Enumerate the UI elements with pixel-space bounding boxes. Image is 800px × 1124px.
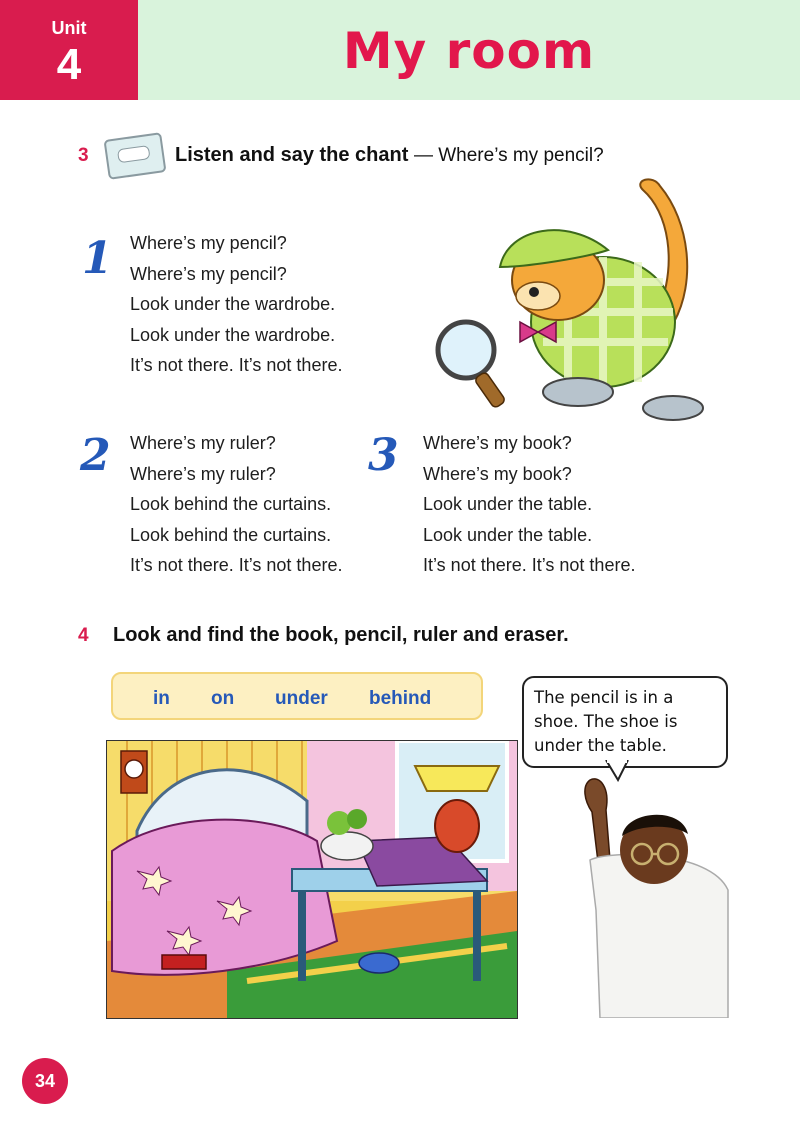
- header-band: [138, 0, 800, 100]
- word-in: in: [153, 688, 170, 709]
- verse-line: Where’s my pencil?: [130, 263, 287, 284]
- section-4-number: 4: [78, 625, 89, 646]
- verse-line: Where’s my ruler?: [130, 463, 276, 484]
- page-title: My room: [342, 22, 596, 80]
- verse-2-number: 2: [80, 430, 111, 481]
- verse-1: [130, 228, 342, 381]
- unit-number: 4: [56, 40, 82, 89]
- section-3-number: 3: [78, 145, 89, 166]
- speech-bubble: [522, 676, 728, 768]
- boy-pointing-illustration: [570, 770, 730, 1018]
- verse-line: It’s not there. It’s not there.: [423, 555, 636, 575]
- verse-line: Where’s my ruler?: [130, 433, 276, 453]
- page-number: 34: [22, 1058, 68, 1104]
- section-3-heading: [175, 144, 604, 167]
- verse-line: It’s not there. It’s not there.: [130, 355, 343, 375]
- verse-3-number: 3: [368, 430, 399, 481]
- speech-bubble-text: The pencil is in a shoe. The shoe is under the table.: [534, 688, 678, 755]
- section-3-subtitle: — Where’s my pencil?: [413, 145, 604, 166]
- word-under: under: [275, 688, 328, 709]
- verse-line: Where’s my book?: [423, 433, 572, 453]
- unit-label: Unit: [51, 18, 87, 38]
- verse-2: [130, 428, 342, 581]
- verse-line: Look under the table.: [423, 494, 593, 514]
- verse-line: Look under the wardrobe.: [130, 294, 336, 314]
- cassette-icon: [103, 132, 166, 180]
- verse-line: Look under the wardrobe.: [130, 324, 336, 345]
- verse-line: Where’s my pencil?: [130, 233, 287, 253]
- section-4-instruction: Look and find the book, pencil, ruler and eraser.: [113, 624, 569, 646]
- section-3-instruction: Listen and say the chant: [175, 144, 409, 166]
- verse-line: Where’s my book?: [423, 463, 572, 484]
- unit-badge: [0, 0, 138, 100]
- verse-line: Look behind the curtains.: [130, 494, 332, 514]
- word-behind: behind: [369, 688, 432, 709]
- verse-line: It’s not there. It’s not there.: [130, 555, 343, 575]
- verse-line: Look behind the curtains.: [130, 524, 332, 545]
- bedroom-illustration: [106, 740, 518, 1019]
- verse-1-number: 1: [82, 233, 113, 284]
- word-bank: [111, 672, 483, 720]
- word-on: on: [211, 688, 235, 709]
- verse-3: [423, 428, 635, 581]
- detective-cat-illustration: [428, 172, 728, 424]
- verse-line: Look under the table.: [423, 524, 593, 545]
